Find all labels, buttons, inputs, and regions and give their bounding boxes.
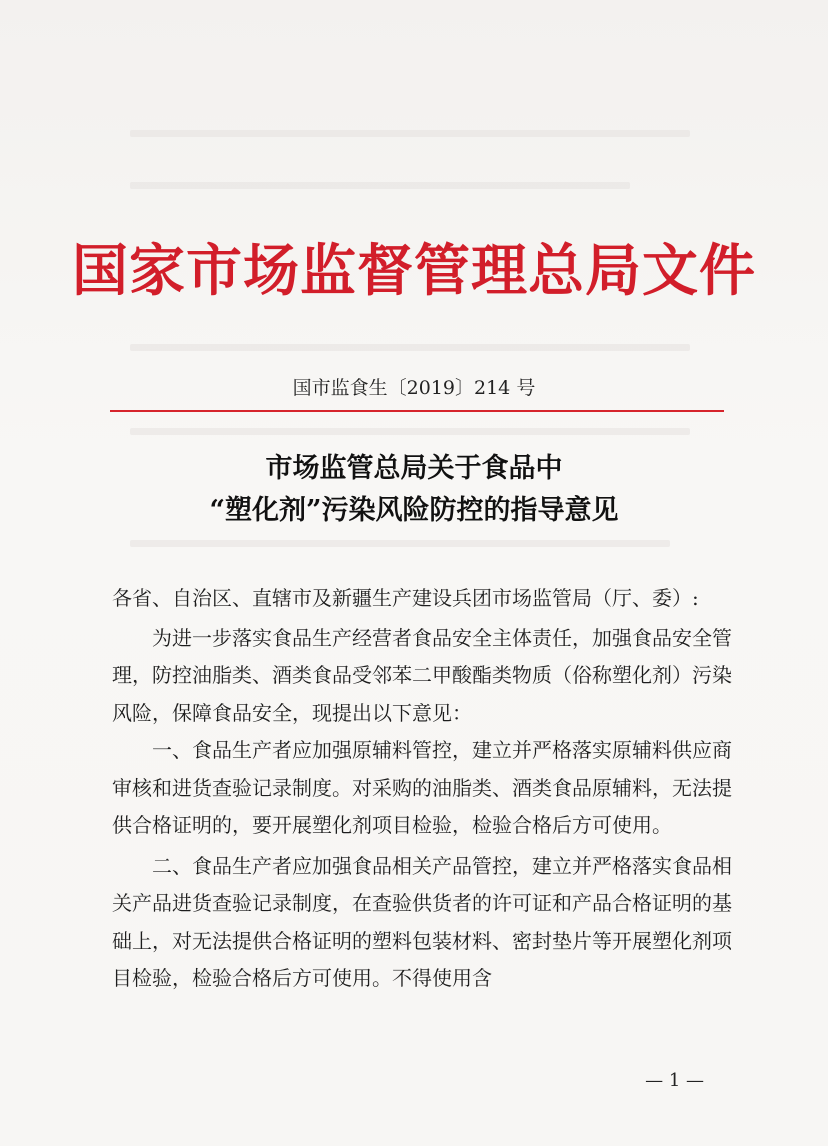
page-number: — 1 — [645,1070,704,1091]
document-title-line-1: 市场监管总局关于食品中 [265,453,563,484]
bleed-through-line [130,182,630,189]
salutation: 各省、自治区、直辖市及新疆生产建设兵团市场监管局（厅、委）: [112,586,699,610]
paragraph-section-2: 二、食品生产者应加强食品相关产品管控，建立并严格落实食品相关产品进货查验记录制度，在查验供货者的许可证和产品合格证明的基础上，对无法提供合格证明的塑料包装材料、密封垫片等开展塑化剂项目检验，检验合格后方可使用。不得使用含 [112,853,732,990]
document-number: 国市监食生〔2019〕214 号 [292,377,536,399]
document-title-line-2: “塑化剂”污染风险防控的指导意见 [209,495,619,526]
paragraph-section-1: 一、食品生产者应加强原辅料管控，建立并严格落实原辅料供应商审核和进货查验记录制度。对采购的油脂类、酒类食品原辅料，无法提供合格证明的，要开展塑化剂项目检验，检验合格后方可使用。 [112,738,732,837]
red-divider-line [110,410,724,412]
bleed-through-line [130,130,690,137]
document-title [0,448,828,532]
bleed-through-line [130,540,670,547]
issuing-authority-title: 国家市场监督管理总局文件 [72,238,756,304]
bleed-through-line [130,344,690,351]
paragraph-intro: 为进一步落实食品生产经营者食品安全主体责任，加强食品安全管理，防控油脂类、酒类食品受邻苯二甲酸酯类物质（俗称塑化剂）污染风险，保障食品安全，现提出以下意见： [112,625,732,725]
bleed-through-line [130,428,690,435]
document-body [112,580,732,998]
